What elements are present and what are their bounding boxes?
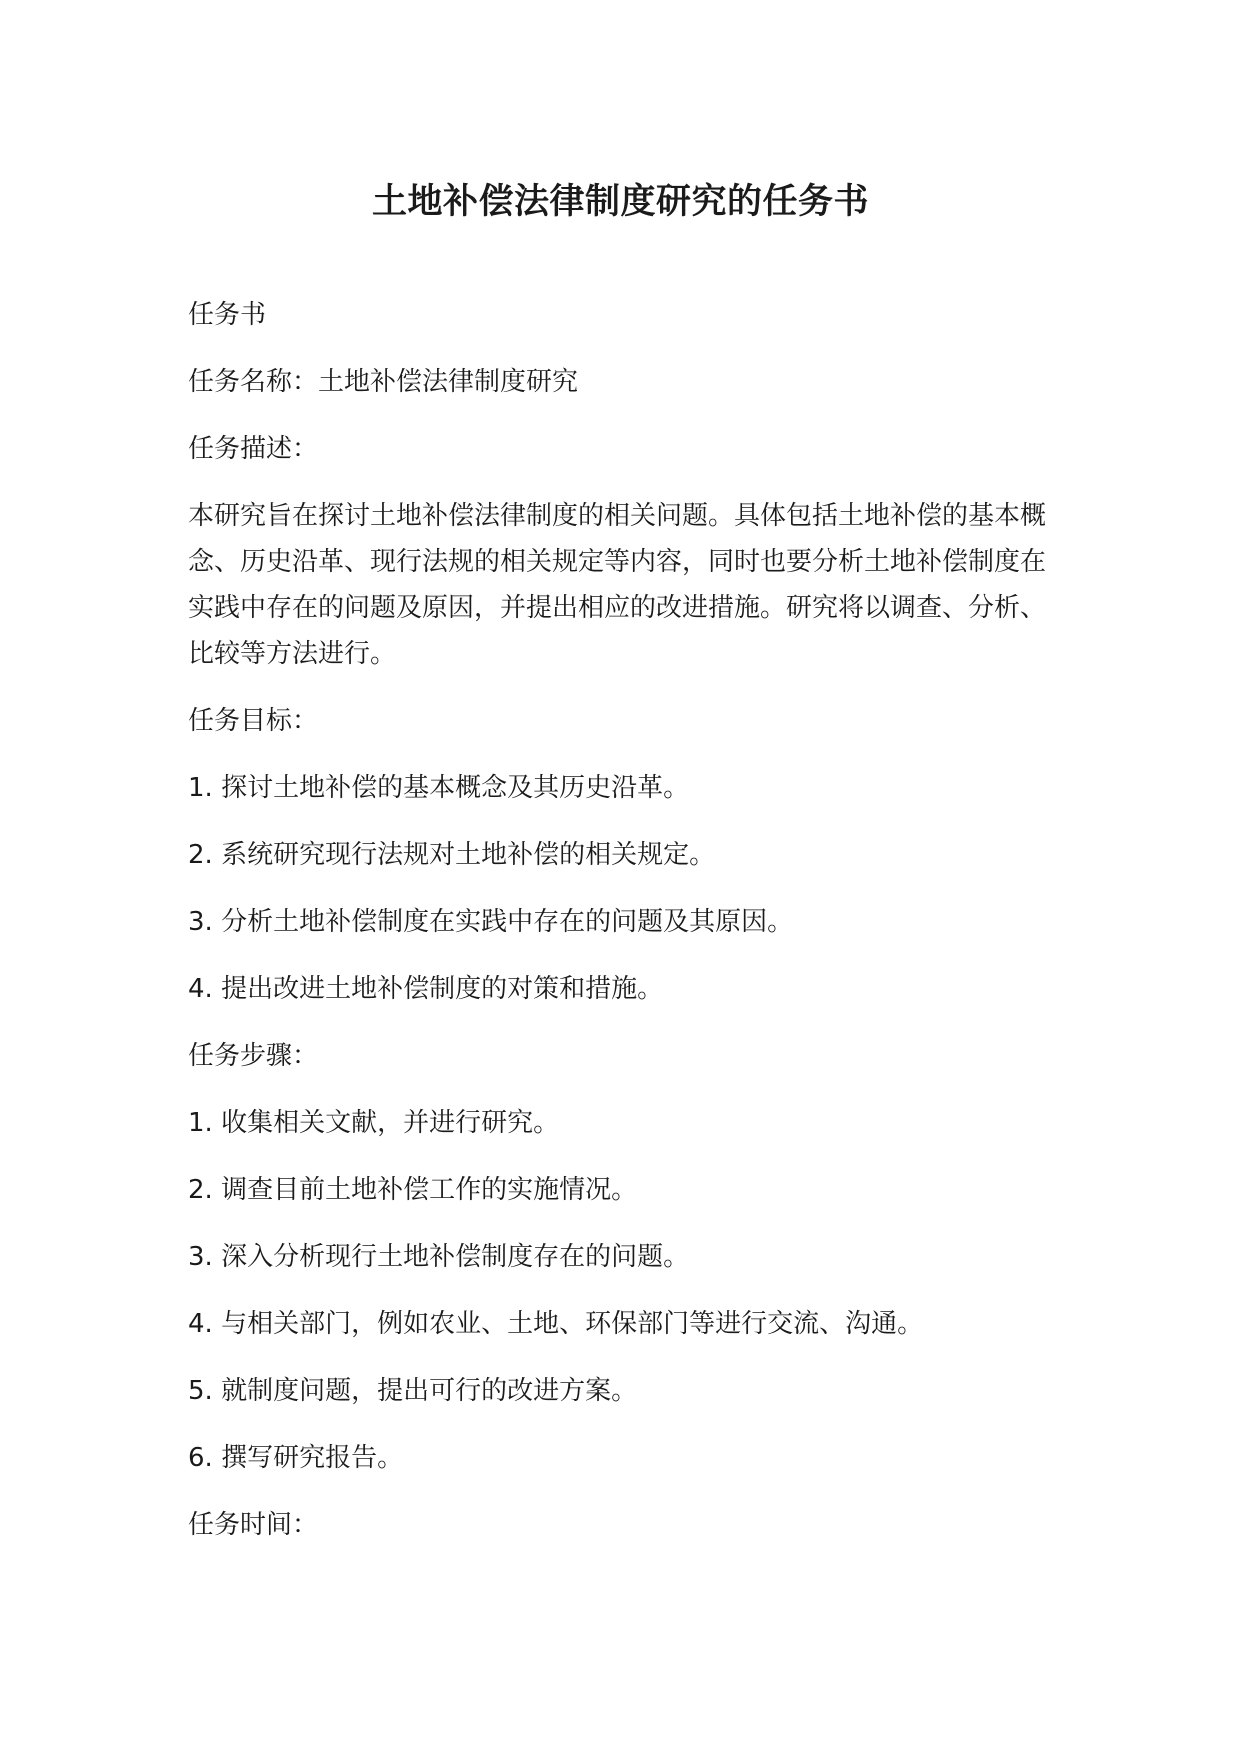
goal-item: 4. 提出改进土地补偿制度的对策和措施。 xyxy=(188,974,664,1004)
step-item: 3. 深入分析现行土地补偿制度存在的问题。 xyxy=(188,1242,690,1272)
step-item: 5. 就制度问题，提出可行的改进方案。 xyxy=(188,1376,638,1406)
document-body xyxy=(188,292,1048,1569)
step-item: 6. 撰写研究报告。 xyxy=(188,1443,404,1473)
steps-label: 任务步骤： xyxy=(188,1041,319,1071)
goals-label: 任务目标： xyxy=(188,706,319,736)
step-item: 2. 调查目前土地补偿工作的实施情况。 xyxy=(188,1175,638,1205)
goal-item: 3. 分析土地补偿制度在实践中存在的问题及其原因。 xyxy=(188,907,794,937)
task-name-line: 任务名称：土地补偿法律制度研究 xyxy=(188,367,579,397)
goal-item: 2. 系统研究现行法规对土地补偿的相关规定。 xyxy=(188,840,716,870)
document-title: 土地补偿法律制度研究的任务书 xyxy=(371,182,869,222)
heading-line: 任务书 xyxy=(188,300,267,330)
time-label: 任务时间： xyxy=(188,1510,319,1540)
description-text: 本研究旨在探讨土地补偿法律制度的相关问题。具体包括土地补偿的基本概念、历史沿革、现行法规的相关规定等内容，同时也要分析土地补偿制度在实践中存在的问题及原因，并提出相应的改进措施。研究将以调查、分析、比较等方法进行。 xyxy=(188,501,1047,669)
description-label: 任务描述： xyxy=(188,434,319,464)
goal-item: 1. 探讨土地补偿的基本概念及其历史沿革。 xyxy=(188,773,690,803)
step-item: 4. 与相关部门，例如农业、土地、环保部门等进行交流、沟通。 xyxy=(188,1309,924,1339)
step-item: 1. 收集相关文献，并进行研究。 xyxy=(188,1108,560,1138)
